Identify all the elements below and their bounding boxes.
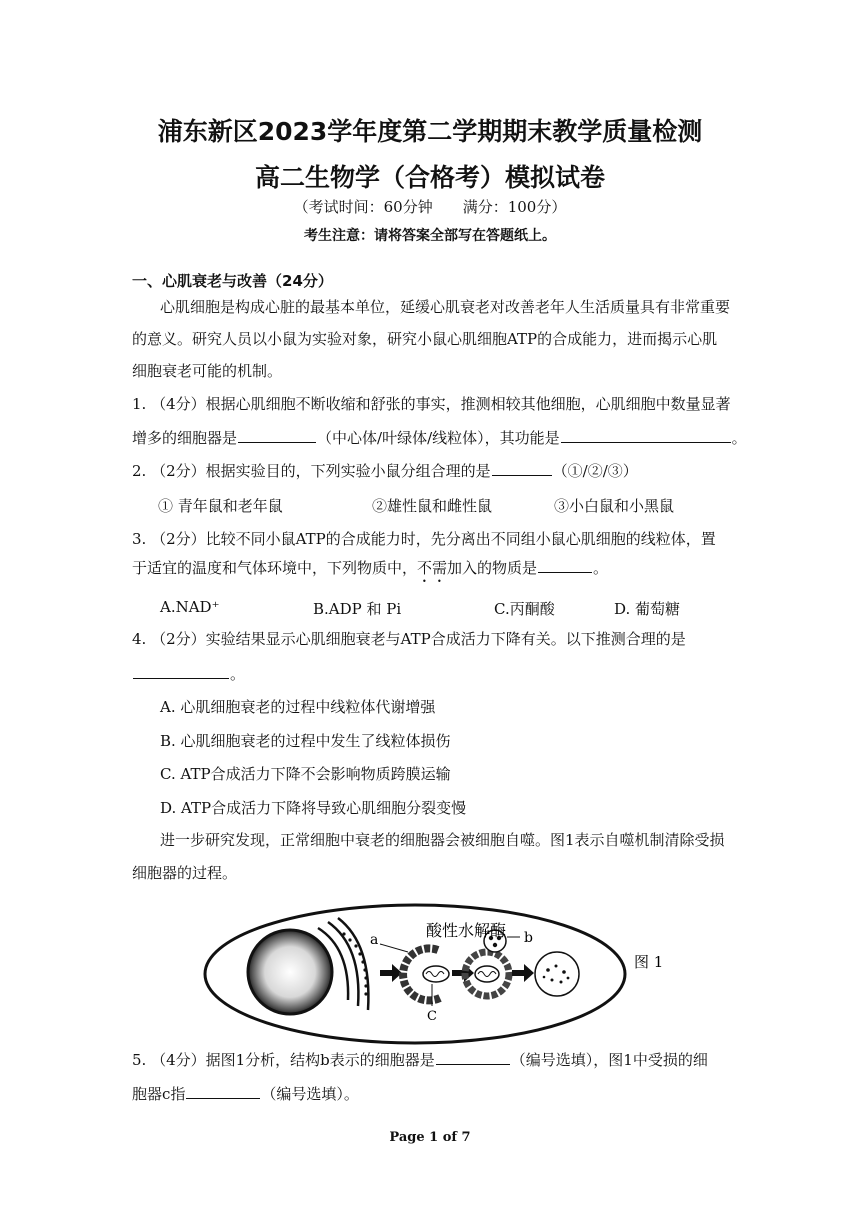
q3-text-a: 于适宜的温度和气体环境中，下列物质中，	[132, 559, 418, 577]
q5-line1	[132, 1049, 708, 1070]
q5-answer-blank-b[interactable]	[436, 1049, 510, 1065]
autolysosome	[535, 952, 579, 996]
q5-text-c: 胞器c指	[132, 1085, 186, 1103]
exam-info: （考试时间：60分钟 满分：100分）	[293, 198, 567, 216]
q3-text-b: 加入的物质是	[447, 559, 538, 577]
q3-option-a: A.NAD⁺	[160, 598, 220, 616]
q4-option-a: A. 心肌细胞衰老的过程中线粒体代谢增强	[160, 698, 436, 716]
intro-line1: 心肌细胞是构成心脏的最基本单位，延缓心肌衰老对改善老年人生活质量具有非常重要	[160, 298, 731, 316]
q1-line2	[132, 427, 747, 448]
q3-option-b: B.ADP 和 Pi	[313, 600, 402, 618]
section-heading: 一、心肌衰老与改善（24分）	[132, 272, 333, 290]
label-acid-hydrolase: 酸性水解酶	[426, 921, 507, 940]
q4-text-end: 。	[230, 665, 246, 683]
q2-choices: （①/②/③）	[552, 462, 638, 480]
q2-answer-blank[interactable]	[492, 460, 552, 476]
figure-1-autophagy-diagram	[200, 900, 664, 1050]
q3-option-d: D. 葡萄糖	[614, 600, 681, 618]
q4-option-b: B. 心肌细胞衰老的过程中发生了线粒体损伤	[160, 732, 451, 750]
arrow-3	[512, 964, 534, 982]
exam-notice: 考生注意：请将答案全部写在答题纸上。	[304, 228, 556, 244]
q5-text-a: 5. （4分）据图1分析，结构b表示的细胞器是	[132, 1051, 435, 1069]
q3-line1: 3. （2分）比较不同小鼠ATP的合成能力时，先分离出不同组小鼠心肌细胞的线粒体，置	[132, 530, 716, 548]
q5-text-d: （编号选填）。	[261, 1085, 359, 1103]
intro-line2: 的意义。研究人员以小鼠为实验对象，研究小鼠心肌细胞ATP的合成能力，进而揭示心肌	[132, 330, 718, 348]
q3-line2	[132, 557, 608, 586]
q3-emphasis: 不需	[417, 559, 448, 577]
lysosome-granule	[493, 943, 497, 947]
exam-title-line1: 浦东新区2023学年度第二学期期末教学质量检测	[157, 117, 703, 146]
q3-answer-blank[interactable]	[538, 557, 592, 573]
q4-option-d: D. ATP合成活力下降将导致心肌细胞分裂变慢	[160, 799, 467, 817]
q2-text: 2. （2分）根据实验目的，下列实验小鼠分组合理的是	[132, 462, 491, 480]
q5-line2	[132, 1083, 359, 1104]
q2-option-1: ① 青年鼠和老年鼠	[158, 497, 283, 515]
q2-option-2: ②雄性鼠和雌性鼠	[372, 497, 493, 515]
para2-line2: 细胞器的过程。	[132, 864, 238, 882]
q1-answer-blank-organelle[interactable]	[238, 427, 316, 443]
engulfed-mitochondrion	[475, 966, 499, 982]
q4-answer-blank[interactable]	[133, 663, 229, 679]
intro-line3: 细胞衰老可能的机制。	[132, 362, 283, 380]
q5-answer-blank-c[interactable]	[186, 1083, 260, 1099]
page-number: Page 1 of 7	[389, 1130, 471, 1145]
q2-line	[132, 460, 638, 481]
q1-text-a: 增多的细胞器是	[132, 429, 238, 447]
label-a: a	[370, 932, 379, 948]
para2-line1: 进一步研究发现，正常细胞中衰老的细胞器会被细胞自噬。图1表示自噬机制清除受损	[160, 831, 725, 849]
label-a-line	[380, 944, 408, 952]
arrow-1	[380, 964, 402, 982]
nucleus-shape	[248, 930, 332, 1014]
exam-title-line2: 高二生物学（合格考）模拟试卷	[254, 163, 605, 192]
q1-line1: 1. （4分）根据心肌细胞不断收缩和舒张的事实，推测相较其他细胞，心肌细胞中数量显著	[132, 395, 731, 413]
label-b: b	[524, 930, 533, 946]
q2-option-3: ③小白鼠和小黑鼠	[554, 497, 675, 515]
q4-line2	[132, 663, 245, 684]
q1-text-c: 。	[731, 429, 747, 447]
q3-option-c: C.丙酮酸	[494, 600, 555, 618]
label-c: C	[427, 1009, 437, 1024]
q4-line1: 4. （2分）实验结果显示心肌细胞衰老与ATP合成活力下降有关。以下推测合理的是	[132, 630, 686, 648]
figure-caption: 图 1	[634, 953, 664, 971]
q5-text-b: （编号选填），图1中受损的细	[510, 1051, 708, 1069]
q4-option-c: C. ATP合成活力下降不会影响物质跨膜运输	[160, 765, 451, 783]
q3-text-c: 。	[593, 559, 609, 577]
damaged-mitochondrion	[423, 966, 449, 982]
q1-text-b: （中心体/叶绿体/线粒体），其功能是	[317, 429, 560, 447]
q1-answer-blank-function[interactable]	[561, 427, 731, 443]
